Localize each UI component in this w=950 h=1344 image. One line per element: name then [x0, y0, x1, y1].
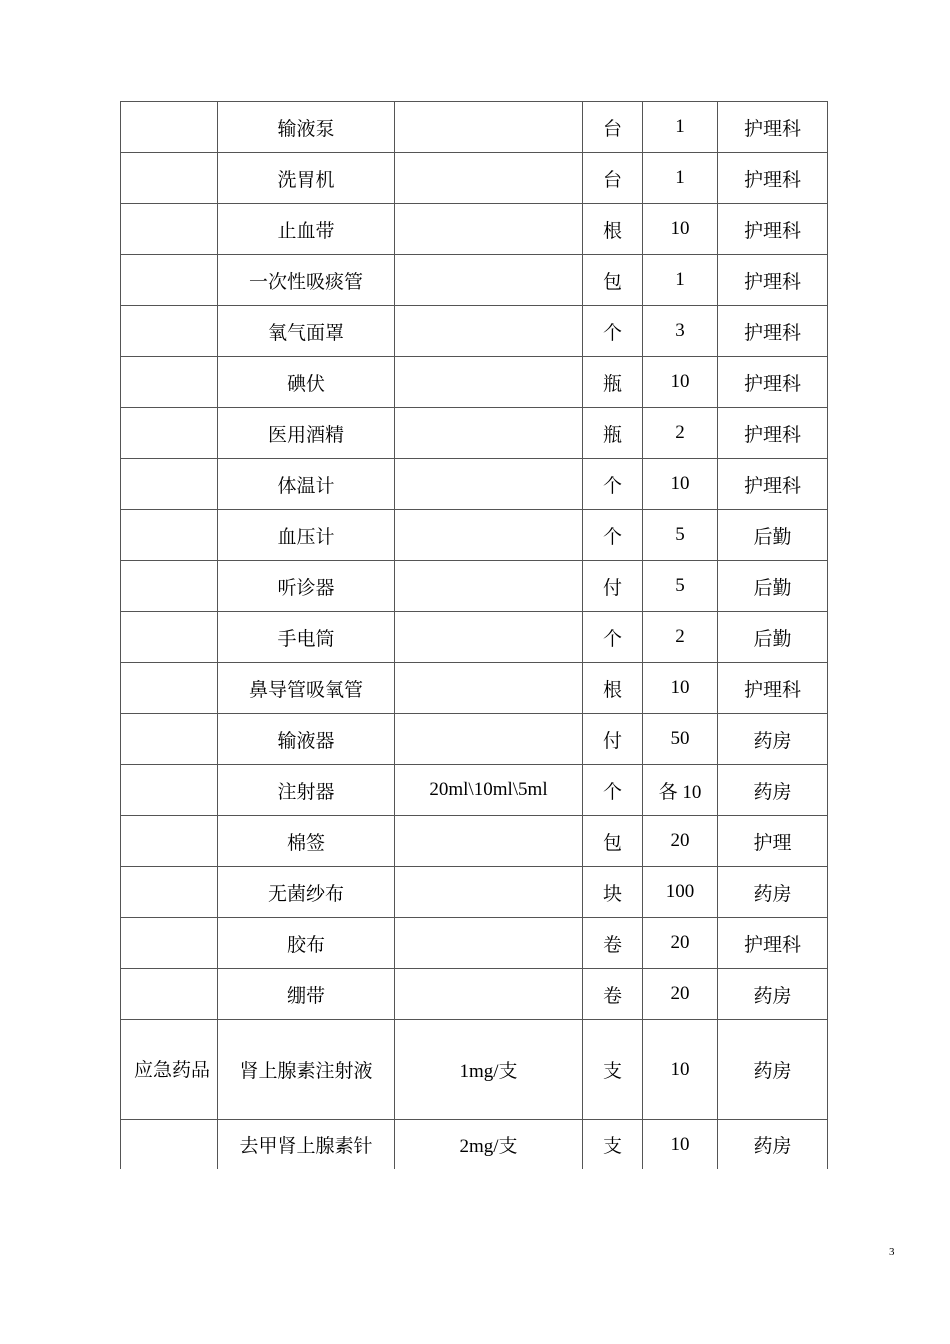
item-name-cell: 体温计 — [218, 459, 395, 510]
table-row — [121, 663, 828, 714]
category-cell — [121, 969, 218, 1020]
item-name-cell: 棉签 — [218, 816, 395, 867]
spec-cell — [395, 918, 583, 969]
table-row — [121, 1020, 828, 1120]
quantity-cell: 20 — [643, 816, 718, 867]
item-name-cell: 注射器 — [218, 765, 395, 816]
item-name-cell: 听诊器 — [218, 561, 395, 612]
item-name-cell: 碘伏 — [218, 357, 395, 408]
spec-cell — [395, 612, 583, 663]
department-cell: 护理科 — [718, 408, 828, 459]
quantity-cell: 20 — [643, 918, 718, 969]
quantity-cell: 2 — [643, 408, 718, 459]
category-cell — [121, 153, 218, 204]
quantity-cell: 10 — [643, 459, 718, 510]
unit-cell: 包 — [583, 816, 643, 867]
item-name-cell: 胶布 — [218, 918, 395, 969]
category-cell — [121, 663, 218, 714]
unit-cell: 个 — [583, 612, 643, 663]
category-cell: 应急药品 — [121, 1020, 218, 1120]
item-name-cell: 无菌纱布 — [218, 867, 395, 918]
department-cell: 后勤 — [718, 510, 828, 561]
category-cell — [121, 816, 218, 867]
category-cell — [121, 561, 218, 612]
item-name-cell: 绷带 — [218, 969, 395, 1020]
table-row — [121, 357, 828, 408]
table-row — [121, 1120, 828, 1170]
unit-cell: 个 — [583, 510, 643, 561]
unit-cell: 根 — [583, 204, 643, 255]
quantity-cell: 1 — [643, 102, 718, 153]
unit-cell: 卷 — [583, 918, 643, 969]
quantity-cell: 10 — [643, 663, 718, 714]
unit-cell: 个 — [583, 306, 643, 357]
quantity-cell: 2 — [643, 612, 718, 663]
unit-cell: 支 — [583, 1120, 643, 1170]
page-number: 3 — [889, 1246, 895, 1258]
spec-cell — [395, 510, 583, 561]
department-cell: 药房 — [718, 714, 828, 765]
department-cell: 护理科 — [718, 918, 828, 969]
quantity-cell: 1 — [643, 153, 718, 204]
category-cell — [121, 1120, 218, 1170]
quantity-cell: 10 — [643, 357, 718, 408]
item-name-cell: 去甲肾上腺素针 — [218, 1120, 395, 1170]
table-row — [121, 408, 828, 459]
unit-cell: 块 — [583, 867, 643, 918]
table-row — [121, 510, 828, 561]
department-cell: 药房 — [718, 1020, 828, 1120]
table-row — [121, 306, 828, 357]
spec-cell — [395, 663, 583, 714]
unit-cell: 卷 — [583, 969, 643, 1020]
table-row — [121, 969, 828, 1020]
department-cell: 后勤 — [718, 561, 828, 612]
spec-cell: 1mg/支 — [395, 1020, 583, 1120]
department-cell: 护理科 — [718, 663, 828, 714]
spec-cell — [395, 204, 583, 255]
unit-cell: 台 — [583, 153, 643, 204]
quantity-cell: 1 — [643, 255, 718, 306]
unit-cell: 根 — [583, 663, 643, 714]
unit-cell: 包 — [583, 255, 643, 306]
spec-cell — [395, 867, 583, 918]
spec-cell — [395, 408, 583, 459]
table-row — [121, 153, 828, 204]
category-cell — [121, 714, 218, 765]
item-name-cell: 一次性吸痰管 — [218, 255, 395, 306]
spec-cell — [395, 561, 583, 612]
table-row — [121, 714, 828, 765]
quantity-cell: 50 — [643, 714, 718, 765]
spec-cell — [395, 969, 583, 1020]
category-cell — [121, 408, 218, 459]
category-cell — [121, 357, 218, 408]
quantity-cell: 10 — [643, 204, 718, 255]
spec-cell — [395, 816, 583, 867]
quantity-cell: 各 10 — [643, 765, 718, 816]
department-cell: 护理科 — [718, 255, 828, 306]
spec-cell — [395, 153, 583, 204]
quantity-cell: 10 — [643, 1120, 718, 1170]
item-name-cell: 肾上腺素注射液 — [218, 1020, 395, 1120]
department-cell: 药房 — [718, 969, 828, 1020]
item-name-cell: 输液泵 — [218, 102, 395, 153]
category-cell — [121, 918, 218, 969]
item-name-cell: 医用酒精 — [218, 408, 395, 459]
inventory-table — [120, 101, 828, 1169]
unit-cell: 个 — [583, 765, 643, 816]
spec-cell: 20ml\10ml\5ml — [395, 765, 583, 816]
quantity-cell: 10 — [643, 1020, 718, 1120]
item-name-cell: 鼻导管吸氧管 — [218, 663, 395, 714]
table-row — [121, 918, 828, 969]
quantity-cell: 3 — [643, 306, 718, 357]
table-row — [121, 255, 828, 306]
table-row — [121, 459, 828, 510]
category-cell — [121, 255, 218, 306]
table-row — [121, 816, 828, 867]
category-cell — [121, 306, 218, 357]
table-row — [121, 867, 828, 918]
department-cell: 药房 — [718, 765, 828, 816]
department-cell: 护理科 — [718, 306, 828, 357]
department-cell: 护理科 — [718, 204, 828, 255]
item-name-cell: 洗胃机 — [218, 153, 395, 204]
quantity-cell: 100 — [643, 867, 718, 918]
unit-cell: 台 — [583, 102, 643, 153]
spec-cell: 2mg/支 — [395, 1120, 583, 1170]
category-cell — [121, 204, 218, 255]
item-name-cell: 血压计 — [218, 510, 395, 561]
department-cell: 护理科 — [718, 459, 828, 510]
unit-cell: 付 — [583, 714, 643, 765]
table-row — [121, 765, 828, 816]
spec-cell — [395, 102, 583, 153]
item-name-cell: 手电筒 — [218, 612, 395, 663]
table-row — [121, 204, 828, 255]
category-cell — [121, 612, 218, 663]
department-cell: 护理科 — [718, 357, 828, 408]
department-cell: 护理 — [718, 816, 828, 867]
category-cell — [121, 510, 218, 561]
category-cell — [121, 867, 218, 918]
item-name-cell: 输液器 — [218, 714, 395, 765]
table-row — [121, 612, 828, 663]
category-cell — [121, 459, 218, 510]
quantity-cell: 5 — [643, 561, 718, 612]
table-row — [121, 102, 828, 153]
spec-cell — [395, 459, 583, 510]
item-name-cell: 氧气面罩 — [218, 306, 395, 357]
unit-cell: 支 — [583, 1020, 643, 1120]
item-name-cell: 止血带 — [218, 204, 395, 255]
spec-cell — [395, 306, 583, 357]
table-row — [121, 561, 828, 612]
unit-cell: 瓶 — [583, 357, 643, 408]
spec-cell — [395, 357, 583, 408]
unit-cell: 个 — [583, 459, 643, 510]
quantity-cell: 20 — [643, 969, 718, 1020]
category-cell — [121, 102, 218, 153]
spec-cell — [395, 255, 583, 306]
department-cell: 后勤 — [718, 612, 828, 663]
quantity-cell: 5 — [643, 510, 718, 561]
department-cell: 护理科 — [718, 153, 828, 204]
department-cell: 护理科 — [718, 102, 828, 153]
unit-cell: 付 — [583, 561, 643, 612]
category-cell — [121, 765, 218, 816]
table-body — [121, 102, 828, 1170]
department-cell: 药房 — [718, 867, 828, 918]
department-cell: 药房 — [718, 1120, 828, 1170]
spec-cell — [395, 714, 583, 765]
unit-cell: 瓶 — [583, 408, 643, 459]
